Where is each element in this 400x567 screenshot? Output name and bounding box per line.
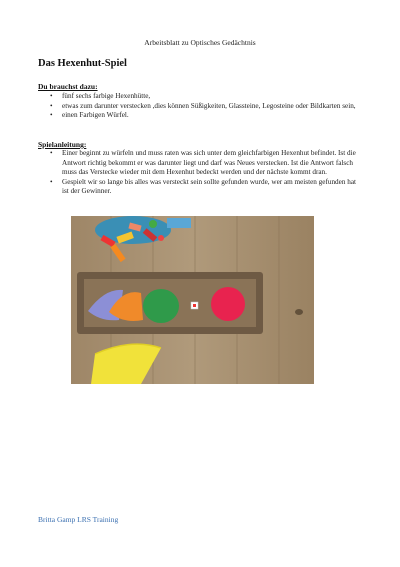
list-item: • einen Farbigen Würfel. [50,111,362,121]
red-hat [211,287,245,321]
instructions-list [50,149,362,197]
page-footer: Britta Gamp LRS Training [38,515,119,524]
instructions-heading: Spielanleitung: [38,140,87,149]
green-hat [143,289,179,323]
page-header: Arbeitsblatt zu Optisches Gedächtnis [144,38,256,47]
page-title: Das Hexenhut-Spiel [38,58,127,69]
materials-heading: Du brauchst dazu: [38,82,98,91]
materials-list [50,92,362,121]
list-item: • etwas zum darunter verstecken ,dies können Süßigkeiten, Glassteine, Legosteine oder Bildkarten sein, [50,102,362,112]
hexenhut-game-image [71,216,314,384]
list-item: • Einer beginnt zu würfeln und muss raten was sich unter dem gleichfarbigen Hexenhut befindet. Ist die Antwort richtig bekommt er was darunter liegt und darf was Neues verstecken. Ist die Antwort falsch muss das Verstecke wieder mit dem Hexenhut bedeckt werden und der nächste kommt dran. [50,149,362,178]
list-item: • fünf sechs farbige Hexenhütte, [50,92,362,102]
list-item: • Gespielt wir so lange bis alles was versteckt sein sollte gefunden wurde, wer am meisten gefunden hat ist der Gewinner. [50,178,362,197]
game-photo [71,216,314,384]
